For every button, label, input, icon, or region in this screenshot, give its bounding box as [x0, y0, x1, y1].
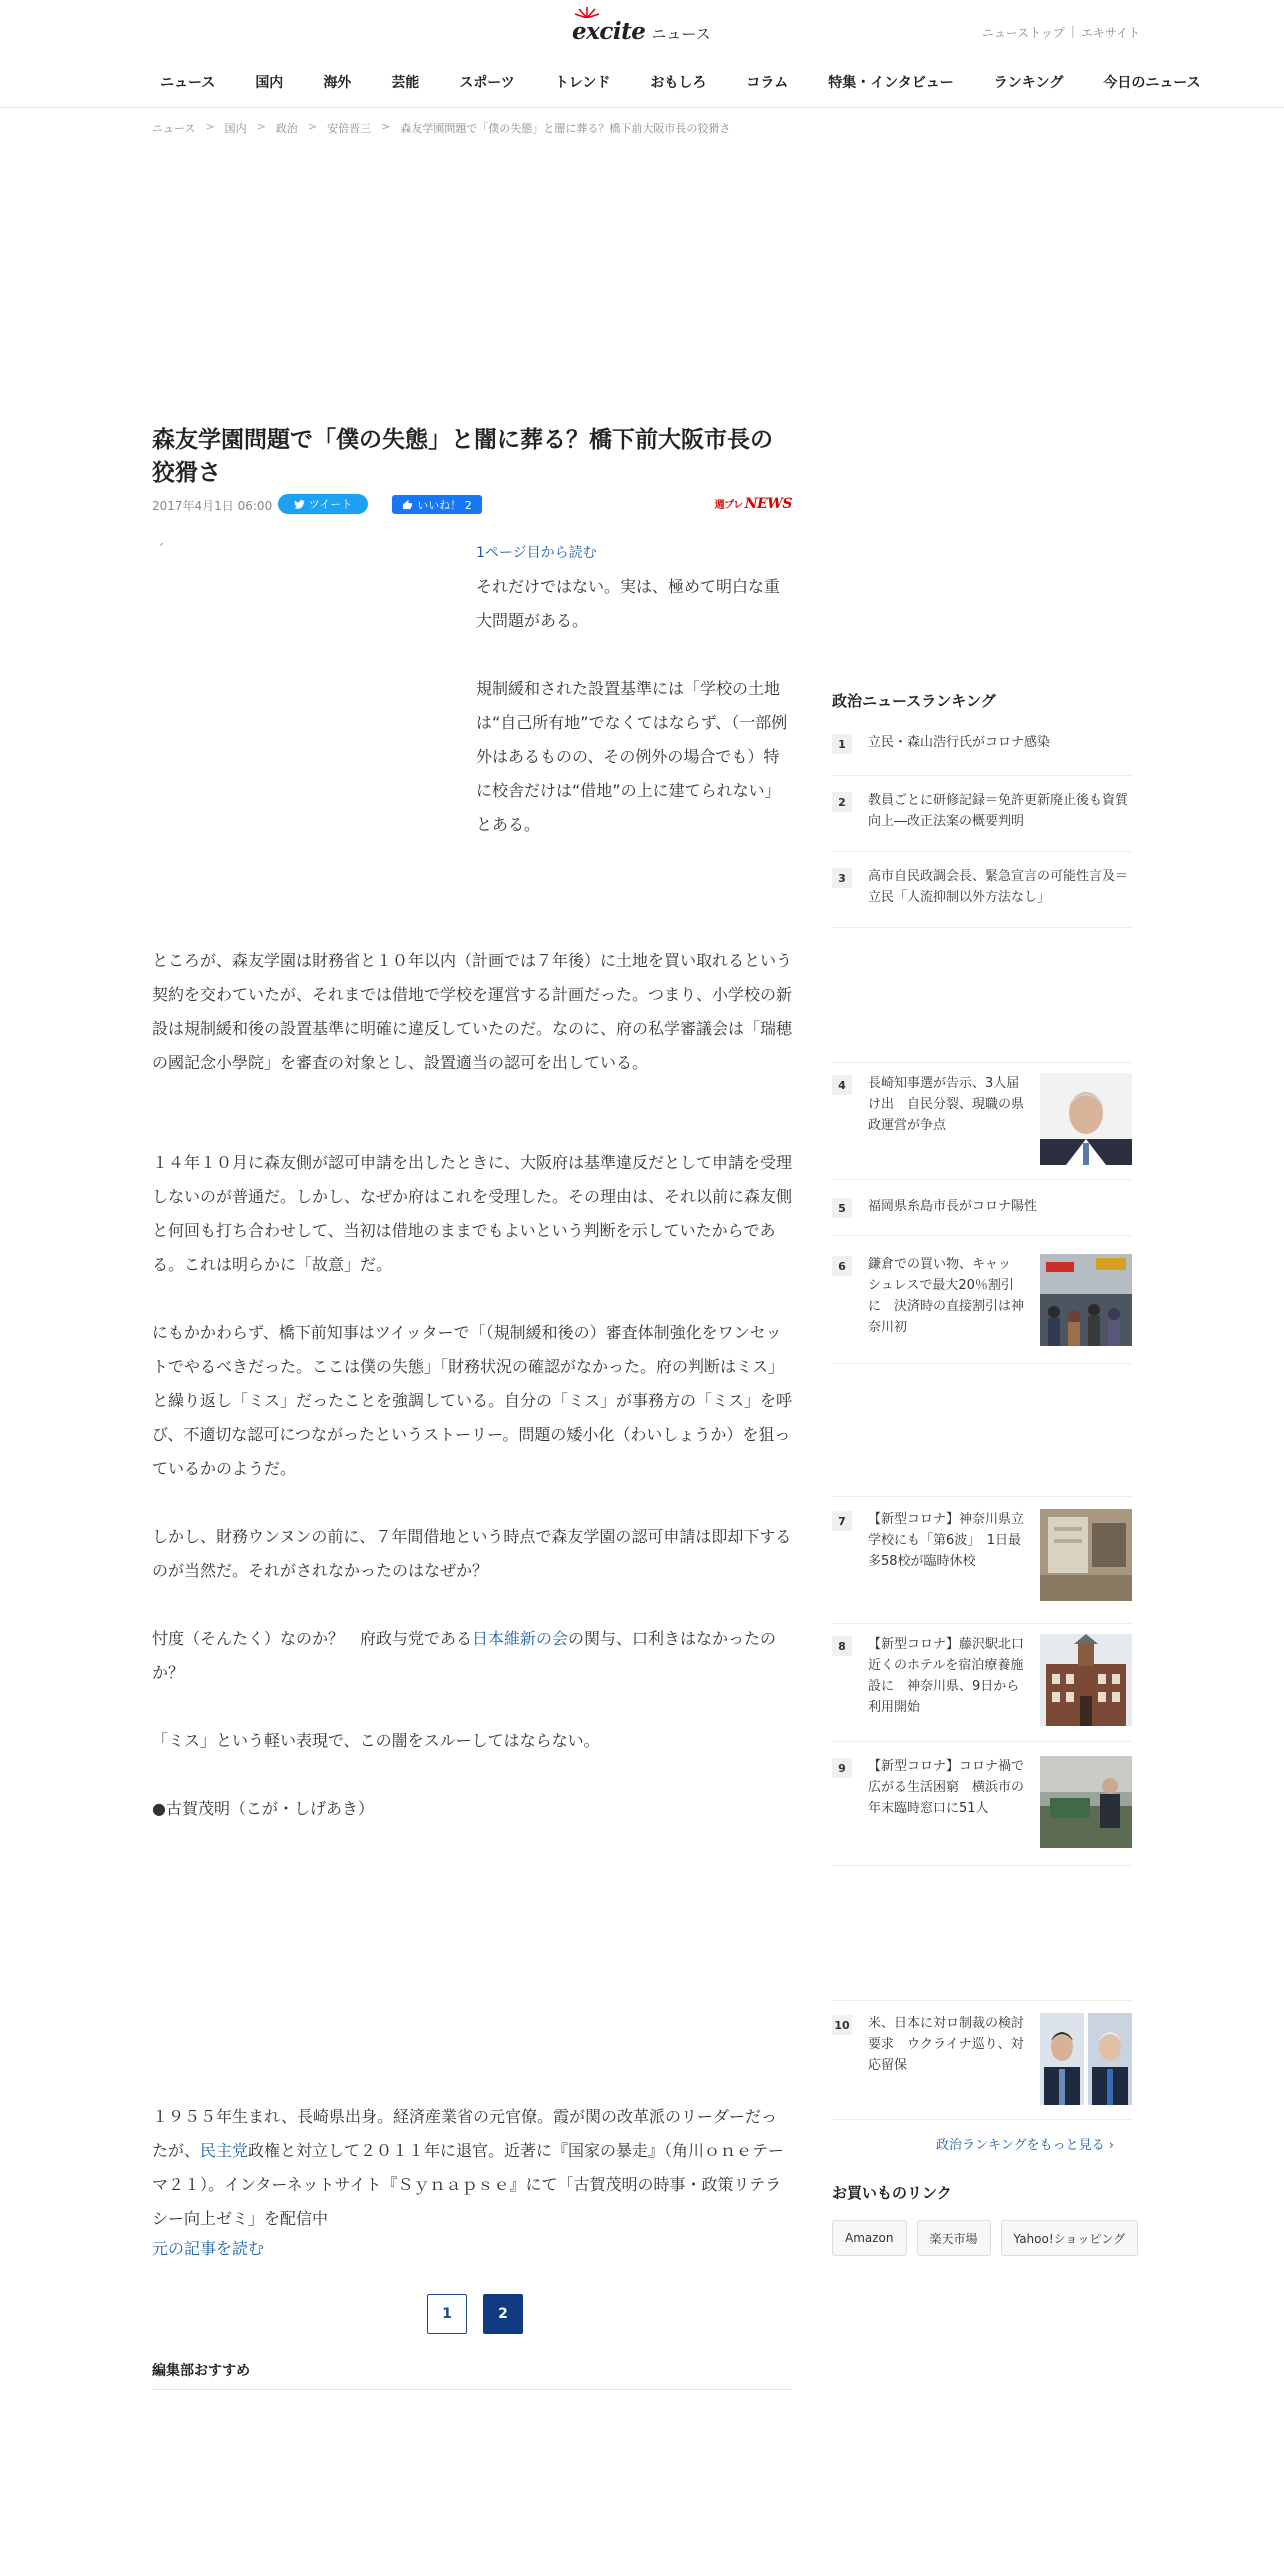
article-lead — [476, 570, 792, 842]
yahoo-shopping-link[interactable]: Yahoo!ショッピング — [1001, 2220, 1139, 2256]
header-links — [982, 24, 1140, 41]
excite-top-link[interactable]: エキサイト — [1080, 26, 1140, 40]
rank-number: 6 — [832, 1256, 852, 1276]
ranking-item[interactable] — [832, 786, 1132, 852]
read-original-link[interactable]: 元の記事を読む — [152, 2239, 265, 2258]
ranking-title: 政治ニュースランキング — [832, 692, 996, 710]
shupure-news-logo[interactable] — [715, 496, 792, 512]
rakuten-link[interactable]: 楽天市場 — [917, 2220, 991, 2256]
nav-funny[interactable]: おもしろ — [650, 75, 707, 91]
shopping-links — [832, 2220, 1138, 2256]
nav-feature[interactable]: 特集・インタビュー — [828, 75, 954, 91]
breadcrumb-abe[interactable]: 安倍晋三 — [327, 122, 372, 135]
school-photo — [1040, 1509, 1132, 1601]
rank-number: 3 — [832, 868, 852, 888]
bio-text: １９５５年生まれ、長崎県出身。経済産業省の元官僚。霞が関の改革派のリーダーだったが、 — [152, 2107, 777, 2160]
rank-number: 9 — [832, 1758, 852, 1778]
read-from-first-link[interactable]: 1ページ目から読む — [476, 545, 597, 561]
twitter-bird-icon — [294, 500, 305, 509]
breadcrumb — [152, 120, 730, 136]
article-paragraph-6: 「ミス」という軽い表現で、この闇をスルーしてはならない。 — [152, 1731, 600, 1750]
rank-number: 10 — [832, 2015, 852, 2035]
rank-title: 【新型コロナ】神奈川県立学校にも「第6波」 1日最多58校が臨時休校 — [868, 1512, 1025, 1569]
ranking-item[interactable] — [832, 1236, 1132, 1364]
nav-sports[interactable]: スポーツ — [459, 75, 515, 91]
breadcrumb-separator: > — [256, 120, 266, 133]
lead-paragraph-1: それだけではない。実は、極めて明白な重大問題がある。 — [476, 577, 781, 630]
global-nav — [148, 72, 1229, 92]
nav-ranking[interactable]: ランキング — [993, 75, 1064, 91]
breadcrumb-separator: > — [205, 120, 215, 133]
page-1-button[interactable]: 1 — [427, 2294, 467, 2334]
rank-number: 8 — [832, 1636, 852, 1656]
logo-text: excite — [572, 17, 646, 45]
breadcrumb-separator: > — [381, 120, 391, 133]
shopping-street-photo — [1040, 1254, 1132, 1346]
article-paragraph-3: にもかかわらず、橋下前知事はツイッターで「（規制緩和後の）審査体制強化をワンセットでやるべきだった。ここは僕の失態」「財務状況の確認がなかった。府の判断はミス」と繰り返し「ミス」だったことを強調している。自分の「ミス」が事務方の「ミス」を呼び、不適切な認可につながったというストーリー。問題の矮小化（わいしょうか）を狙っているかのようだ。 — [152, 1323, 793, 1478]
author-bio — [152, 2100, 792, 2236]
logo-sub: ニュース — [651, 24, 711, 43]
pagination — [427, 2294, 523, 2334]
breadcrumb-news[interactable]: ニュース — [152, 122, 196, 135]
source-logo-text: NEWS — [744, 496, 792, 512]
rank-title: 米、日本に対ロ制裁の検討要求 ウクライナ巡り、対応留保 — [868, 2016, 1025, 2073]
ranking-item[interactable] — [832, 1496, 1132, 1624]
paragraph-5-text: 忖度（そんたく）なのか？ 府政与党である — [152, 1629, 473, 1648]
tweet-button[interactable] — [278, 494, 368, 514]
breadcrumb-separator: > — [307, 120, 318, 133]
breadcrumb-domestic[interactable]: 国内 — [224, 122, 247, 135]
ranking-item[interactable] — [832, 862, 1132, 928]
ishin-link[interactable]: 日本維新の会 — [472, 1629, 569, 1648]
leaders-photo — [1040, 2013, 1132, 2105]
rank-number: 1 — [832, 734, 852, 754]
rank-number: 5 — [832, 1198, 852, 1218]
nav-overseas[interactable]: 海外 — [323, 75, 352, 91]
rank-title: 鎌倉での買い物、キャッシュレスで最大20％割引に 決済時の直接割引は神奈川初 — [868, 1257, 1025, 1335]
shopping-links-title: お買いものリンク — [832, 2184, 952, 2202]
nav-column[interactable]: コラム — [746, 75, 789, 91]
thumbs-up-icon — [402, 499, 413, 510]
like-label: いいね！ 2 — [417, 498, 472, 512]
news-top-link[interactable]: ニューストップ — [981, 26, 1065, 40]
article-title: 森友学園問題で「僕の失態」と闇に葬る？橋下前大阪市長の狡猾さ — [152, 427, 773, 486]
article-paragraph-1: ところが、森友学園は財務省と１０年以内（計画では７年後）に土地を買い取れるという契約を交わていたが、それまでは借地で学校を運営する計画だった。つまり、小学校の新設は規制緩和後の設置基準に明確に違反していたのだ。なのに、府の私学審議会は「瑞穂の國記念小學院」を審査の対象とし、設置適当の認可を出している。 — [152, 951, 793, 1072]
minshuto-link[interactable]: 民主党 — [200, 2141, 249, 2160]
rank-title: 【新型コロナ】藤沢駅北口近くのホテルを宿泊療養施設に 神奈川県、9日から利用開始 — [868, 1637, 1025, 1715]
breadcrumb-current: 森友学園問題で「僕の失態」と闇に葬る？橋下前大阪市長の狡猾さ — [400, 122, 731, 135]
rank-number: 7 — [832, 1511, 852, 1531]
rank-title: 立民・森山浩行氏がコロナ感染 — [868, 735, 1051, 750]
chevron-right-icon: › — [1108, 2138, 1114, 2153]
more-ranking-label: 政治ランキングをもっと見る — [936, 2138, 1105, 2153]
rank-title: 教員ごとに研修記録＝免許更新廃止後も資質向上―改正法案の概要判明 — [868, 793, 1129, 829]
rank-title: 高市自民政調会長、緊急宣言の可能性言及＝立民「人流抑制以外方法なし」 — [868, 869, 1129, 905]
source-logo-prefix: 週プレ — [714, 500, 743, 511]
logo-mark — [572, 18, 645, 45]
office-counter-photo — [1040, 1756, 1132, 1848]
editor-recommend-heading: 編集部おすすめ — [152, 2360, 792, 2390]
site-header — [0, 0, 1284, 108]
tweet-label: ツイート — [308, 498, 353, 511]
logo-rays-icon — [574, 6, 600, 18]
ranking-item[interactable] — [832, 1180, 1132, 1236]
rank-number: 2 — [832, 792, 852, 812]
more-ranking-link[interactable] — [936, 2134, 1114, 2153]
article-image-caption: ´ — [158, 542, 164, 556]
ranking-item[interactable] — [832, 1062, 1132, 1180]
breadcrumb-politics[interactable]: 政治 — [275, 122, 298, 135]
article-paragraph-2: １４年１０月に森友側が認可申請を出したときに、大阪府は基準違反だとして申請を受理しないのが普通だ。しかし、なぜか府はこれを受理した。その理由は、それ以前に森友側と何回も打ち合わせして、当初は借地のままでもよいという判断を示していたからである。これは明らかに「故意」だ。 — [152, 1153, 793, 1274]
hotel-building-photo — [1040, 1634, 1132, 1726]
author-name: ●古賀茂明（こが・しげあき） — [152, 1799, 374, 1818]
ranking-item[interactable] — [832, 1742, 1132, 1866]
divider: | — [1070, 24, 1075, 38]
bio-text-end: 政権と対立して２０１１年に退官。近著に『国家の暴走』（角川ｏｎｅテーマ２１）。インターネットサイト『Ｓｙｎａｐｓｅ』にて「古賀茂明の時事・政策リテラシー向上ゼミ」を配信中 — [152, 2141, 785, 2228]
excite-logo[interactable] — [572, 14, 711, 48]
nav-news[interactable]: ニュース — [160, 75, 216, 91]
article-date: 2017年4月1日 06:00 — [152, 499, 273, 513]
like-button[interactable] — [392, 495, 482, 514]
politician-photo — [1040, 1073, 1132, 1165]
article-paragraph-5 — [152, 1622, 792, 1690]
lead-paragraph-2: 規制緩和された設置基準には「学校の土地は“自己所有地”でなくてはならず、（一部例外はあるものの、その例外の場合でも）特に校舎だけは“借地”の上に建てられない」とある。 — [476, 679, 788, 834]
nav-entertainment[interactable]: 芸能 — [391, 75, 420, 91]
ranking-item[interactable] — [832, 2000, 1132, 2120]
paragraph-5-text-end: の関与、口利きはなかったのか？ — [152, 1629, 777, 1682]
nav-domestic[interactable]: 国内 — [255, 75, 284, 91]
rank-title: 福岡県糸島市長がコロナ陽性 — [868, 1199, 1038, 1214]
nav-trend[interactable]: トレンド — [554, 75, 611, 91]
rank-title: 長崎知事選が告示、3人届け出 自民分裂、現職の県政運営が争点 — [868, 1076, 1025, 1133]
article-meta — [152, 494, 792, 516]
rank-number: 4 — [832, 1075, 852, 1095]
amazon-link[interactable]: Amazon — [832, 2220, 907, 2256]
page-2-button[interactable]: 2 — [483, 2294, 523, 2334]
ranking-item[interactable] — [832, 728, 1132, 776]
ranking-item[interactable] — [832, 1624, 1132, 1742]
rank-title: 【新型コロナ】コロナ禍で広がる生活困窮 横浜市の年末臨時窓口に51人 — [868, 1759, 1025, 1816]
article-paragraph-4: しかし、財務ウンヌンの前に、７年間借地という時点で森友学園の認可申請は即却下するのが当然だ。それがされなかったのはなぜか？ — [152, 1527, 792, 1580]
nav-today[interactable]: 今日のニュース — [1103, 75, 1201, 91]
